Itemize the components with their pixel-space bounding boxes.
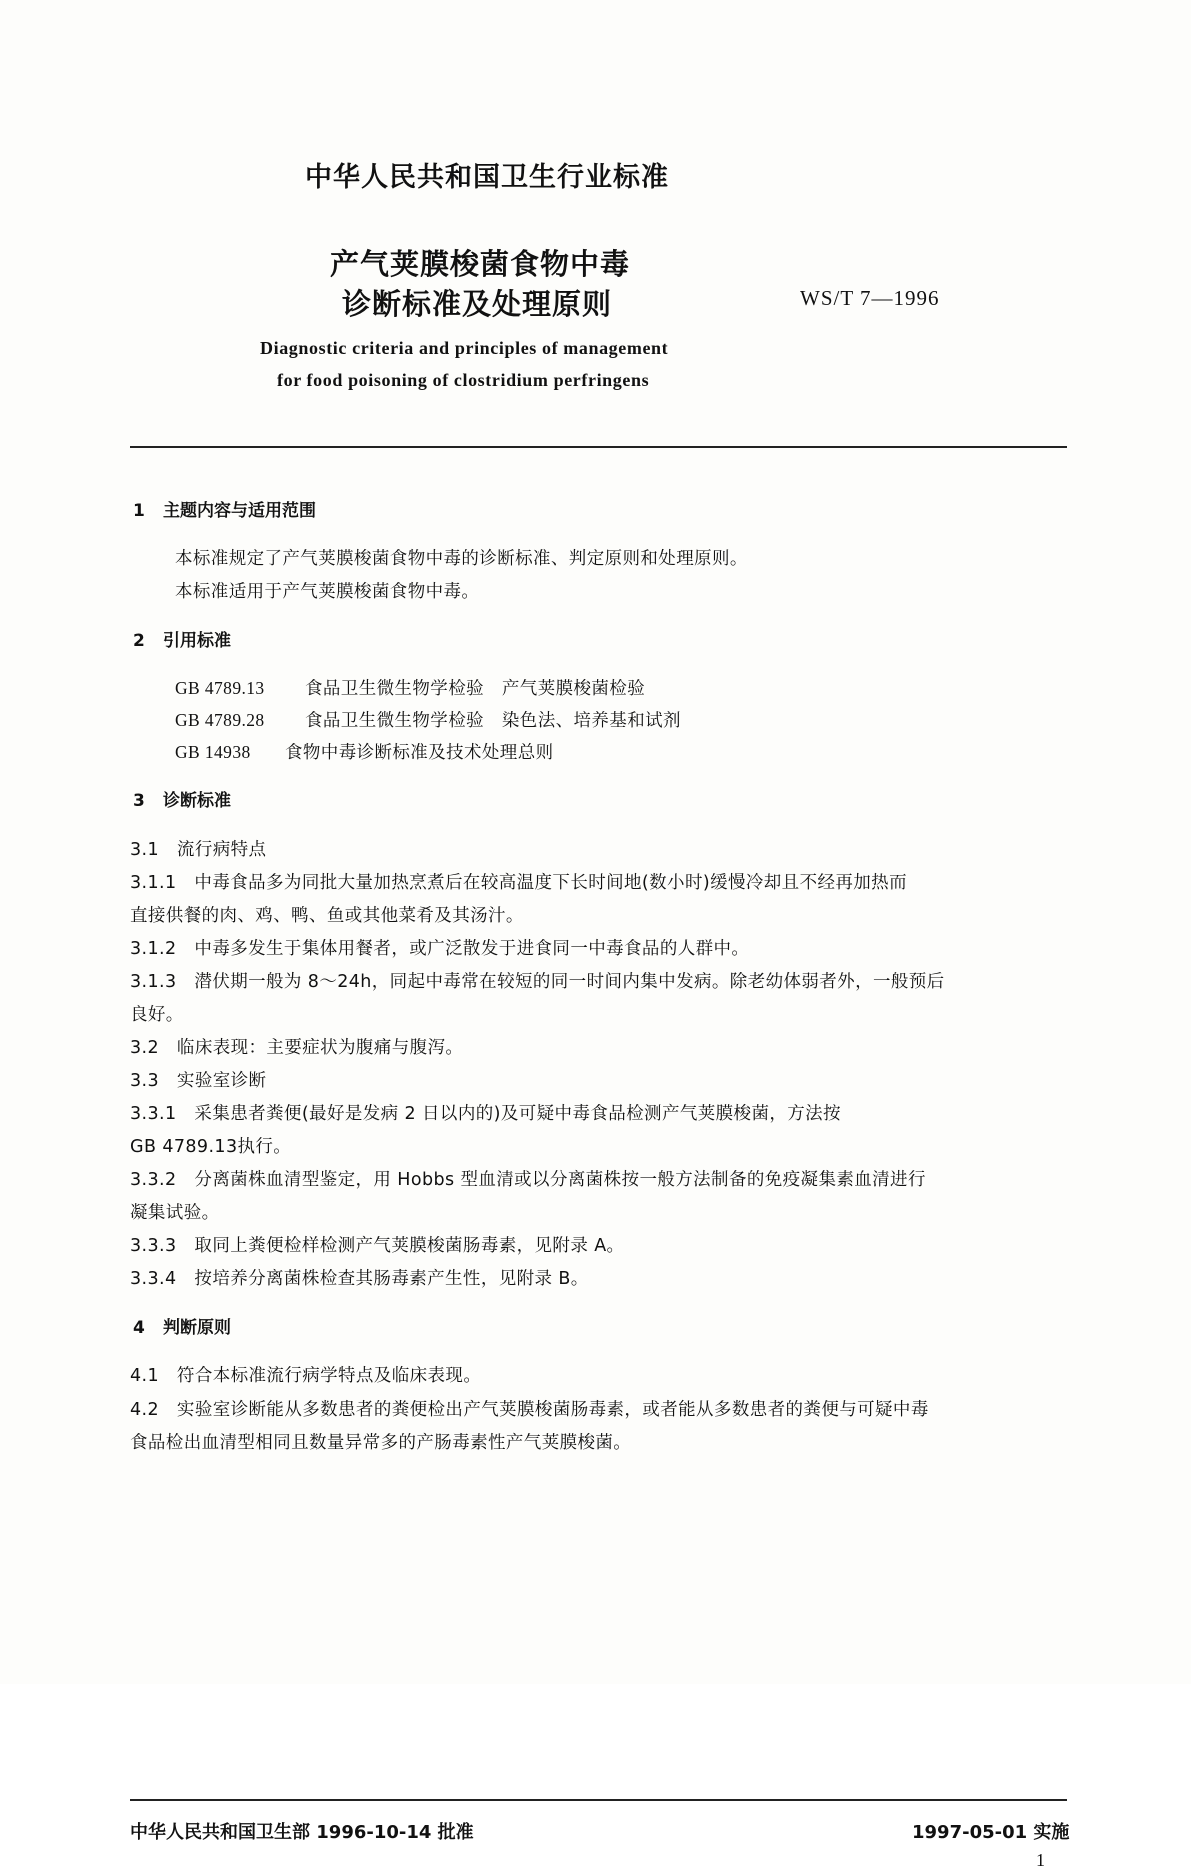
clause-3-2: 3.2 临床表现：主要症状为腹痛与腹泻。 xyxy=(130,1038,464,1058)
clause-3-3-1: 3.3.1 采集患者粪便(最好是发病 2 日以内的)及可疑中毒食品检测产气荚膜梭菌，方法按 xyxy=(130,1104,841,1124)
section-title: 主题内容与适用范围 xyxy=(163,501,316,521)
footer-divider xyxy=(130,1799,1067,1801)
approval-text: 中华人民共和国卫生部 1996-10-14 批准 xyxy=(130,1822,474,1843)
clause-3-1: 3.1 流行病特点 xyxy=(130,840,267,860)
clause-3-3-4: 3.3.4 按培养分离菌株检查其肠毒素产生性，见附录 B。 xyxy=(130,1269,589,1289)
section-number: 4 xyxy=(133,1318,145,1338)
reference-title: 食品卫生微生物学检验 染色法、培养基和试剂 xyxy=(305,711,681,731)
effective-date: 1997-05-01 实施 xyxy=(912,1822,1070,1843)
section-1-heading xyxy=(133,496,316,521)
reference-code: GB 14938 xyxy=(175,742,251,762)
clause-3-1-1: 3.1.1 中毒食品多为同批大量加热烹煮后在较高温度下长时间地(数小时)缓慢冷却且不经再加热而 xyxy=(130,873,907,893)
section-title: 判断原则 xyxy=(163,1318,231,1338)
english-title-line1: Diagnostic criteria and principles of management xyxy=(260,338,669,358)
section-number: 1 xyxy=(133,501,145,521)
section-number: 2 xyxy=(133,631,145,651)
clause-3-3-1-cont: GB 4789.13执行。 xyxy=(130,1137,292,1157)
reference-title: 食物中毒诊断标准及技术处理总则 xyxy=(285,743,554,763)
reference-item xyxy=(175,675,645,700)
paragraph: 本标准规定了产气荚膜梭菌食物中毒的诊断标准、判定原则和处理原则。 xyxy=(175,549,748,569)
paragraph: 本标准适用于产气荚膜梭菌食物中毒。 xyxy=(175,582,480,602)
document-title-line1: 产气荚膜梭菌食物中毒 xyxy=(330,247,631,281)
english-title-line2: for food poisoning of clostridium perfringens xyxy=(277,370,650,390)
header-divider xyxy=(130,446,1067,448)
section-number: 3 xyxy=(133,791,145,811)
clause-3-1-2: 3.1.2 中毒多发生于集体用餐者，或广泛散发于进食同一中毒食品的人群中。 xyxy=(130,939,750,959)
clause-3-3-3: 3.3.3 取同上粪便检样检测产气荚膜梭菌肠毒素，见附录 A。 xyxy=(130,1236,625,1256)
clause-4-2-cont: 食品检出血清型相同且数量异常多的产肠毒素性产气荚膜梭菌。 xyxy=(130,1433,632,1453)
standard-number: WS/T 7—1996 xyxy=(800,286,940,310)
clause-3-3-2: 3.3.2 分离菌株血清型鉴定，用 Hobbs 型血清或以分离菌株按一般方法制备的免疫凝集素血清进行 xyxy=(130,1170,926,1190)
clause-4-1: 4.1 符合本标准流行病学特点及临床表现。 xyxy=(130,1366,482,1386)
clause-3-3-2-cont: 凝集试验。 xyxy=(130,1203,220,1223)
clause-3-3: 3.3 实验室诊断 xyxy=(130,1071,267,1091)
clause-3-1-3: 3.1.3 潜伏期一般为 8～24h，同起中毒常在较短的同一时间内集中发病。除老幼体弱者外，一般预后 xyxy=(130,972,945,992)
document-title-line2: 诊断标准及处理原则 xyxy=(342,287,613,321)
section-title: 诊断标准 xyxy=(163,791,231,811)
section-4-heading xyxy=(133,1313,231,1338)
section-2-heading xyxy=(133,626,231,651)
standard-type-heading: 中华人民共和国卫生行业标准 xyxy=(305,162,669,193)
reference-code: GB 4789.13 xyxy=(175,678,265,698)
reference-item xyxy=(175,739,554,764)
clause-3-1-3-cont: 良好。 xyxy=(130,1005,184,1025)
clause-4-2: 4.2 实验室诊断能从多数患者的粪便检出产气荚膜梭菌肠毒素，或者能从多数患者的粪便与可疑中毒 xyxy=(130,1400,929,1420)
reference-item xyxy=(175,707,681,732)
section-3-heading xyxy=(133,786,231,811)
clause-3-1-1-cont: 直接供餐的肉、鸡、鸭、鱼或其他菜肴及其汤汁。 xyxy=(130,906,524,926)
section-title: 引用标准 xyxy=(163,631,231,651)
page-number: 1 xyxy=(1036,1850,1045,1870)
reference-title: 食品卫生微生物学检验 产气荚膜梭菌检验 xyxy=(305,679,646,699)
reference-code: GB 4789.28 xyxy=(175,710,265,730)
